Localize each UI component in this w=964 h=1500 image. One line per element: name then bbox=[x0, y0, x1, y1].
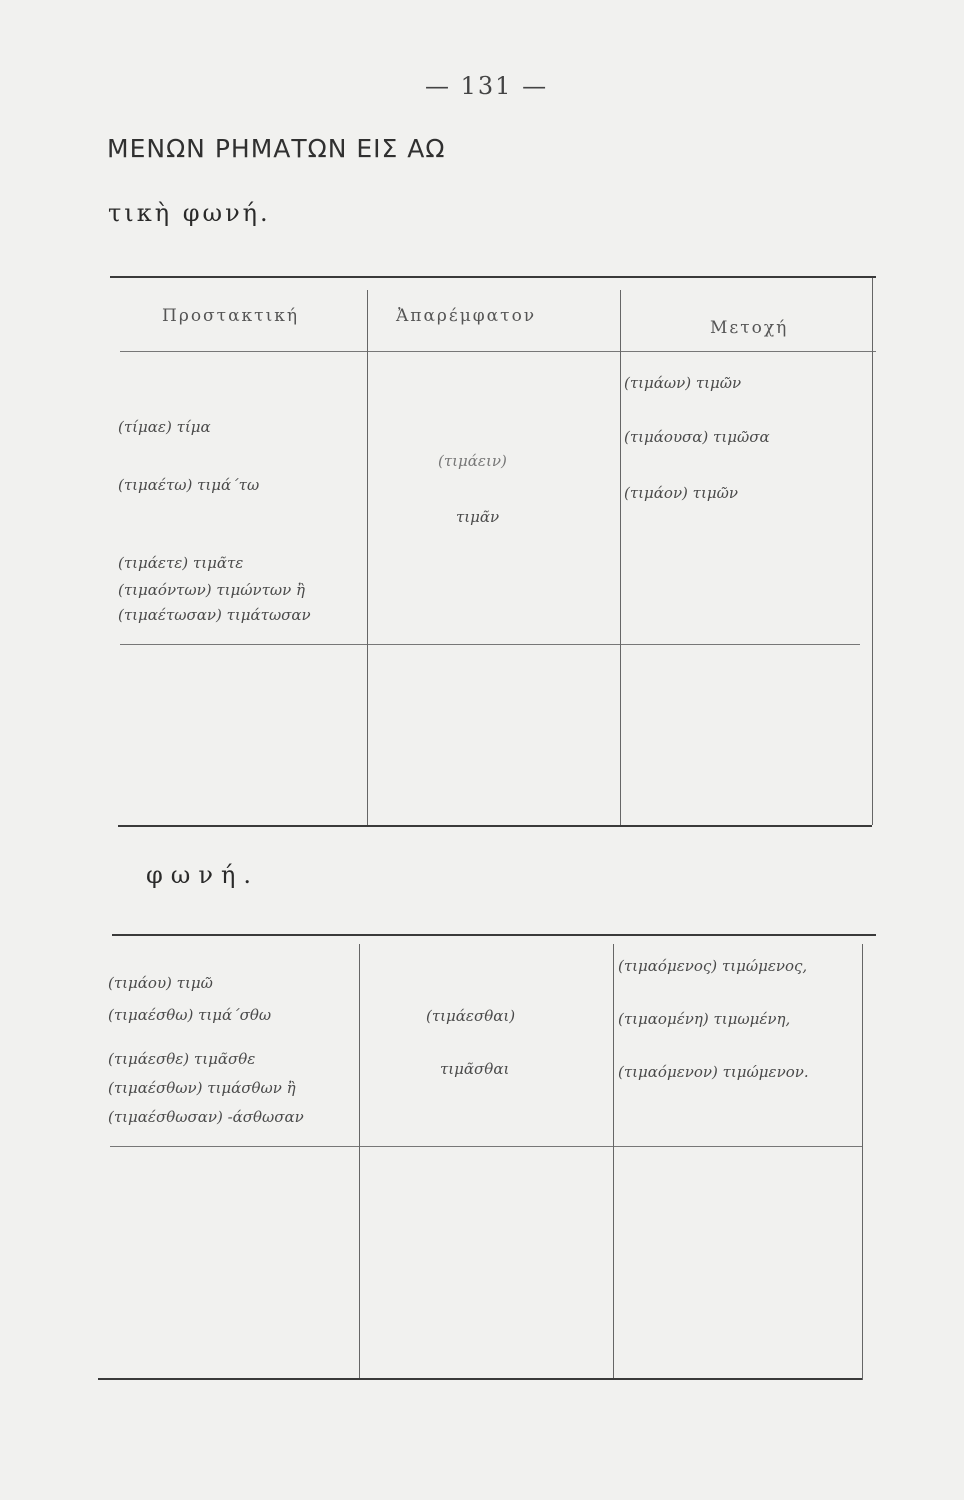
table1-right-border bbox=[872, 278, 873, 825]
table1-participle-line: (τιμάον) τιμῶν bbox=[624, 484, 738, 502]
table1-col-divider-1 bbox=[367, 290, 368, 825]
table2-imperative-line: (τιμαέσθωσαν) -άσθωσαν bbox=[108, 1108, 304, 1126]
table2-bottom-rule bbox=[98, 1378, 862, 1380]
column-header-imperative: Προστακτική bbox=[162, 306, 300, 326]
table1-participle-line: (τιμάουσα) τιμῶσα bbox=[624, 428, 770, 446]
table1-infinitive-line: (τιμάειν) bbox=[438, 452, 507, 470]
table1-bottom-rule bbox=[118, 825, 872, 827]
table2-top-rule bbox=[112, 934, 876, 936]
table1-top-rule bbox=[110, 276, 876, 278]
table2-participle-line: (τιμαόμενον) τιμώμενον. bbox=[618, 1063, 809, 1081]
section-title-active-voice: τικὴ φωνή. bbox=[108, 199, 271, 227]
page-heading: ΜΕΝΩΝ ΡΗΜΑΤΩΝ ΕΙΣ ΑΩ bbox=[107, 134, 446, 163]
table1-infinitive-line: τιμᾶν bbox=[456, 508, 500, 526]
table2-right-border bbox=[862, 944, 863, 1380]
table1-imperative-line: (τιμαέτω) τιμά΄τω bbox=[118, 476, 260, 494]
table1-participle-line: (τιμάων) τιμῶν bbox=[624, 374, 742, 392]
column-header-participle: Μετοχή bbox=[710, 318, 789, 338]
table2-participle-line: (τιμαομένη) τιμωμένη, bbox=[618, 1010, 791, 1028]
table2-col-divider-2 bbox=[613, 944, 614, 1378]
table1-row-rule bbox=[120, 644, 860, 645]
table1-imperative-line: (τιμαέτωσαν) τιμάτωσαν bbox=[118, 606, 311, 624]
table2-infinitive-line: (τιμάεσθαι) bbox=[426, 1007, 516, 1025]
column-header-infinitive: Ἀπαρέμφατον bbox=[396, 306, 537, 326]
table2-participle-line: (τιμαόμενος) τιμώμενος, bbox=[618, 957, 808, 975]
table1-imperative-line: (τίμαε) τίμα bbox=[118, 418, 211, 436]
table2-imperative-line: (τιμαέσθω) τιμά΄σθω bbox=[108, 1006, 272, 1024]
table1-imperative-line: (τιμαόντων) τιμώντων ἢ bbox=[118, 581, 306, 599]
page-number: — 131 — bbox=[425, 72, 549, 100]
table1-header-rule bbox=[120, 351, 876, 352]
table2-imperative-line: (τιμάου) τιμῶ bbox=[108, 974, 213, 992]
table2-row-rule bbox=[110, 1146, 862, 1147]
table1-imperative-line: (τιμάετε) τιμᾶτε bbox=[118, 554, 244, 572]
table2-infinitive-line: τιμᾶσθαι bbox=[440, 1060, 510, 1078]
table2-imperative-line: (τιμαέσθων) τιμάσθων ἢ bbox=[108, 1079, 296, 1097]
table2-imperative-line: (τιμάεσθε) τιμᾶσθε bbox=[108, 1050, 256, 1068]
table1-col-divider-2 bbox=[620, 290, 621, 825]
section-title-middle-voice: φωνή. bbox=[146, 861, 259, 889]
table2-col-divider-1 bbox=[359, 944, 360, 1378]
